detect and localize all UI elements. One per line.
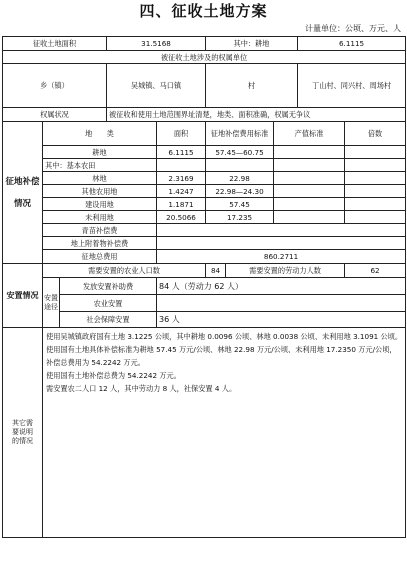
table-row [3,198,406,211]
attachments-label: 地上附着物补偿费 [43,237,157,250]
notes-row [3,328,406,538]
area-cell: 2.3169 [157,172,206,185]
village-names: 丁山村、同兴村、周场村 [298,64,406,108]
notes-label: 其它需要说明的情况 [3,328,43,538]
notes-text [43,328,406,538]
rights-row [3,64,406,108]
rights-header: 被征收土地涉及的权属单位 [3,51,406,64]
comp-header-row [3,122,406,146]
note-line: 使用国有土地补偿总费为 54.2242 万元。 [46,371,181,380]
table-row [3,185,406,198]
area-cell [157,159,206,172]
col-multiple: 倍数 [345,122,406,146]
labor-label: 需要安置的劳动力人数 [226,264,345,278]
comp-total-label: 征地总费用 [43,250,157,264]
area-cell: 1.4247 [157,185,206,198]
fee-cell: 17.235 [206,211,274,224]
ownership-text: 被征收和使用土地范围界址清楚，地类、面积准确，权属无争议 [107,108,406,122]
output-cell [274,159,345,172]
multiple-cell [345,211,406,224]
labor-value: 62 [345,264,406,278]
table-row [3,172,406,185]
col-area: 面积 [157,122,206,146]
output-cell [274,198,345,211]
crops-value [157,224,406,237]
resettle-social-row [3,312,406,328]
table-row [3,159,406,172]
area-cell: 1.1871 [157,198,206,211]
township-names: 吴城镇、马口镇 [107,64,206,108]
social-value: 36 人 [157,312,406,328]
resettle-fee-label: 发放安置补助费 [60,278,157,295]
land-type-cell: 建设用地 [43,198,157,211]
output-cell [274,172,345,185]
rights-header-row [3,51,406,64]
resettle-agri-row [3,295,406,312]
output-cell [274,146,345,159]
fee-cell: 22.98—24.30 [206,185,274,198]
attachments-value [157,237,406,250]
farmland-value: 6.1115 [298,37,406,51]
resettle-side-label: 安置情况 [3,264,43,328]
col-fee: 征地补偿费用标准 [206,122,274,146]
fee-cell: 22.98 [206,172,274,185]
multiple-cell [345,146,406,159]
attachments-row [3,237,406,250]
multiple-cell [345,198,406,211]
agri-value [157,295,406,312]
comp-side-label: 征地补偿情况 [3,122,43,264]
social-label: 社会保障安置 [60,312,157,328]
resettle-fee-value: 84 人（劳动力 62 人） [157,278,406,295]
land-type-cell: 未利用地 [43,211,157,224]
note-line: 使用吴城镇政府国有土地 3.1225 公顷，其中耕地 0.0096 公顷、林地 0.0038 公顷、未利用地 3.1091 公顷。使用国有土地具体补偿标准为耕地 57.45 万元/公顷、林地 22.98 万元/公顷、未利用地 17.2350 万元/公顷，补偿总费用为 54.2242 万元。 [46,332,403,367]
land-type-cell: 林地 [43,172,157,185]
multiple-cell [345,172,406,185]
village-label: 村 [206,64,298,108]
land-type-cell: 其中：基本农田 [43,159,157,172]
resettle-channel-label: 安置途径 [43,278,60,328]
comp-total-row [3,250,406,264]
area-cell: 20.5066 [157,211,206,224]
area-cell: 6.1115 [157,146,206,159]
land-acquisition-table [2,36,406,538]
farmland-label: 其中：耕地 [206,37,298,51]
multiple-cell [345,185,406,198]
farm-pop-value: 84 [206,264,226,278]
total-area-value: 31.5168 [107,37,206,51]
total-area-row [3,37,406,51]
crops-row [3,224,406,237]
land-type-cell: 其他农用地 [43,185,157,198]
resettle-pop-row [3,264,406,278]
table-row [3,211,406,224]
resettle-fee-row [3,278,406,295]
col-output: 产值标准 [274,122,345,146]
multiple-cell [345,159,406,172]
fee-cell [206,159,274,172]
fee-cell: 57.45—60.75 [206,146,274,159]
unit-note: 计量单位：公顷、万元、人 [305,24,401,33]
table-row [3,146,406,159]
ownership-label: 权属状况 [3,108,107,122]
output-cell [274,211,345,224]
comp-total-value: 860.2711 [157,250,406,264]
land-type-cell: 耕地 [43,146,157,159]
output-cell [274,185,345,198]
farm-pop-label: 需要安置的农业人口数 [43,264,206,278]
ownership-row [3,108,406,122]
col-land-type: 地 类 [43,122,157,146]
agri-label: 农业安置 [60,295,157,312]
page-title: 四、征收土地方案 [139,2,268,20]
note-line: 需安置农二人口 12 人，其中劳动力 8 人，社保安置 4 人。 [46,384,237,393]
township-label: 乡（镇） [3,64,107,108]
crops-label: 青苗补偿费 [43,224,157,237]
fee-cell: 57.45 [206,198,274,211]
total-area-label: 征收土地面积 [3,37,107,51]
